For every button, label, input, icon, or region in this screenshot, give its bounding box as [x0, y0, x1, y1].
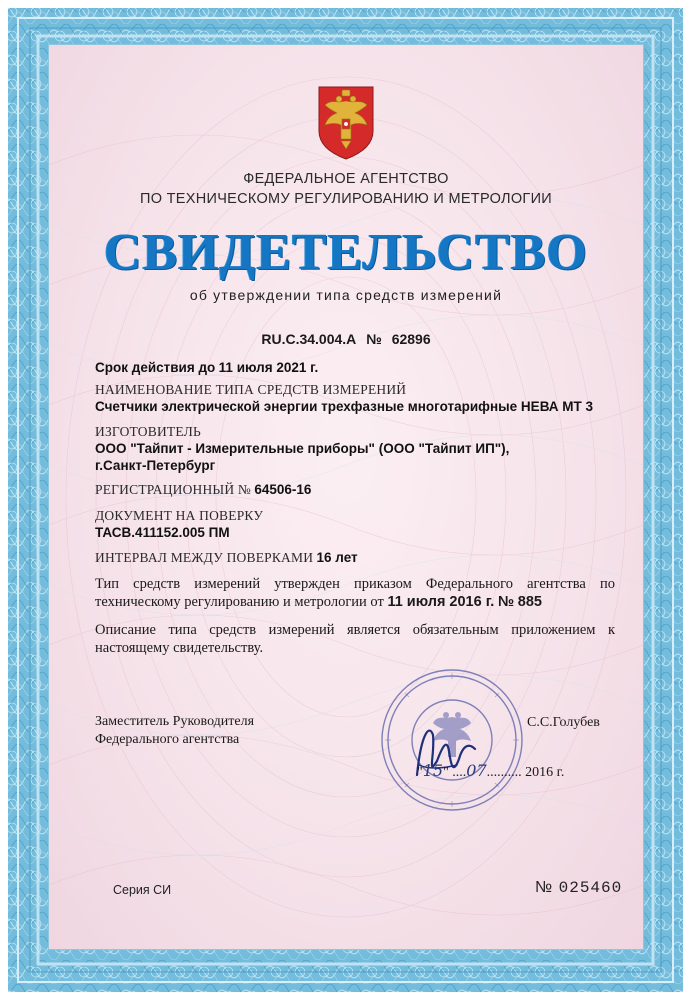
verification-doc-section: [95, 507, 615, 541]
approval-number-sign: №: [497, 594, 515, 610]
type-name-value: Счетчики электрической энергии трехфазные многотарифные НЕВА МТ 3: [95, 399, 594, 414]
validity-date: 11 июля 2021 г.: [218, 360, 319, 375]
validity-row: [95, 359, 615, 376]
validity-label: Срок действия до: [95, 360, 216, 375]
serial-sign: №: [535, 879, 554, 896]
certificate-title: СВИДЕТЕЛЬСТВО: [103, 224, 589, 281]
interval-value: 16 лет: [316, 550, 358, 565]
registration-number: 62896: [391, 331, 431, 347]
approval-text: Тип средств измерений утвержден приказом Федерального агентства по техническому регулированию и метрологии от: [95, 576, 615, 610]
date-dots-2: ..........: [486, 765, 522, 780]
approval-paragraph: [95, 575, 615, 611]
date-close-quote: ": [443, 765, 449, 780]
registration-code: RU.C.34.004.A: [261, 331, 357, 347]
verification-doc-label: ДОКУМЕНТ НА ПОВЕРКУ: [95, 508, 264, 523]
date-open-quote: ": [417, 765, 423, 780]
signatory-position: [95, 713, 254, 749]
date-day: 15: [422, 761, 444, 780]
approval-date: 11 июля 2016 г.: [387, 594, 495, 610]
certificate-body: [48, 44, 644, 950]
manufacturer-section: [95, 423, 615, 474]
verification-doc-value: ТАСВ.411152.005 ПМ: [95, 525, 230, 540]
manufacturer-line1: ООО "Тайпит - Измерительные приборы" (ООО "Тайпит ИП"),: [95, 441, 510, 456]
manufacturer-label: ИЗГОТОВИТЕЛЬ: [95, 424, 201, 439]
description-paragraph: Описание типа средств измерений является обязательным приложением к настоящему свидетельству.: [95, 622, 615, 656]
reg-number-value: 64506-16: [254, 482, 312, 497]
signatory-position-line2: Федерального агентства: [95, 732, 240, 747]
serial-value: 025460: [558, 879, 623, 897]
date-year: 2016 г.: [525, 765, 565, 780]
agency-name-line2: ПО ТЕХНИЧЕСКОМУ РЕГУЛИРОВАНИЮ И МЕТРОЛОГИИ: [139, 191, 553, 207]
approval-number: 885: [517, 594, 542, 610]
certificate-subtitle: об утверждении типа средств измерений: [189, 287, 503, 303]
manufacturer-line2: г.Санкт-Петербург: [95, 458, 216, 473]
signatory-name: С.С.Голубев: [527, 715, 600, 730]
official-stamp: [377, 665, 527, 815]
signing-date: [417, 761, 564, 781]
reg-number-row: [95, 481, 615, 498]
type-name-label: НАИМЕНОВАНИЕ ТИПА СРЕДСТВ ИЗМЕРЕНИЙ: [95, 382, 407, 397]
interval-label: ИНТЕРВАЛ МЕЖДУ ПОВЕРКАМИ: [95, 550, 314, 565]
registration-number-sign: №: [366, 331, 382, 347]
series-label: Серия СИ: [113, 883, 172, 897]
coat-of-arms-emblem: [315, 83, 377, 161]
registration-line: [49, 331, 643, 347]
date-dots: ....: [452, 765, 467, 780]
type-name-section: [95, 381, 615, 415]
interval-row: [95, 549, 615, 566]
agency-name-line1: ФЕДЕРАЛЬНОЕ АГЕНТСТВО: [243, 171, 449, 187]
date-month: 07: [466, 761, 487, 780]
serial-number: [535, 879, 622, 897]
signatory-position-line1: Заместитель Руководителя: [95, 714, 255, 729]
reg-number-label: РЕГИСТРАЦИОННЫЙ №: [95, 482, 252, 497]
